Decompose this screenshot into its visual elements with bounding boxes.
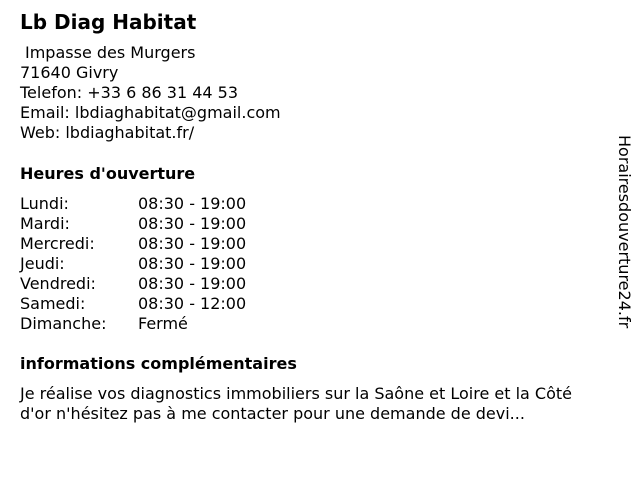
hours-row-sunday	[20, 314, 320, 334]
opening-hours-title: Heures d'ouverture	[20, 164, 196, 183]
time-value: 08:30 - 12:00	[138, 294, 247, 313]
street-address: Impasse des Murgers	[25, 43, 196, 62]
day-label: Vendredi:	[20, 274, 96, 293]
time-value: 08:30 - 19:00	[138, 254, 247, 273]
watermark-text: Horairesdouverture24.fr	[615, 135, 634, 329]
web-line: Web: lbdiaghabitat.fr/	[20, 123, 195, 142]
business-description: Je réalise vos diagnostics immobiliers sur la Saône et Loire et la Côté d'or n'hésitez pas à me contacter pour une demande de devi...	[20, 384, 573, 423]
time-value: 08:30 - 19:00	[138, 234, 247, 253]
opening-hours-table	[20, 194, 320, 334]
contact-block	[20, 43, 281, 143]
city-postcode: 71640 Givry	[20, 63, 119, 82]
site-watermark	[612, 135, 636, 345]
time-value: 08:30 - 19:00	[138, 274, 247, 293]
hours-row-saturday	[20, 294, 320, 314]
hours-row-tuesday	[20, 214, 320, 234]
hours-row-monday	[20, 194, 320, 214]
business-name: Lb Diag Habitat	[20, 10, 197, 34]
additional-info-title: informations complémentaires	[20, 354, 297, 373]
email-line: Email: lbdiaghabitat@gmail.com	[20, 103, 281, 122]
day-label: Samedi:	[20, 294, 86, 313]
time-value: 08:30 - 19:00	[138, 214, 247, 233]
day-label: Jeudi:	[20, 254, 65, 273]
day-label: Dimanche:	[20, 314, 107, 333]
hours-row-thursday	[20, 254, 320, 274]
day-label: Mercredi:	[20, 234, 95, 253]
hours-row-wednesday	[20, 234, 320, 254]
day-label: Lundi:	[20, 194, 69, 213]
time-value: 08:30 - 19:00	[138, 194, 247, 213]
phone-line: Telefon: +33 6 86 31 44 53	[20, 83, 239, 102]
day-label: Mardi:	[20, 214, 70, 233]
time-value: Fermé	[138, 314, 188, 333]
hours-row-friday	[20, 274, 320, 294]
